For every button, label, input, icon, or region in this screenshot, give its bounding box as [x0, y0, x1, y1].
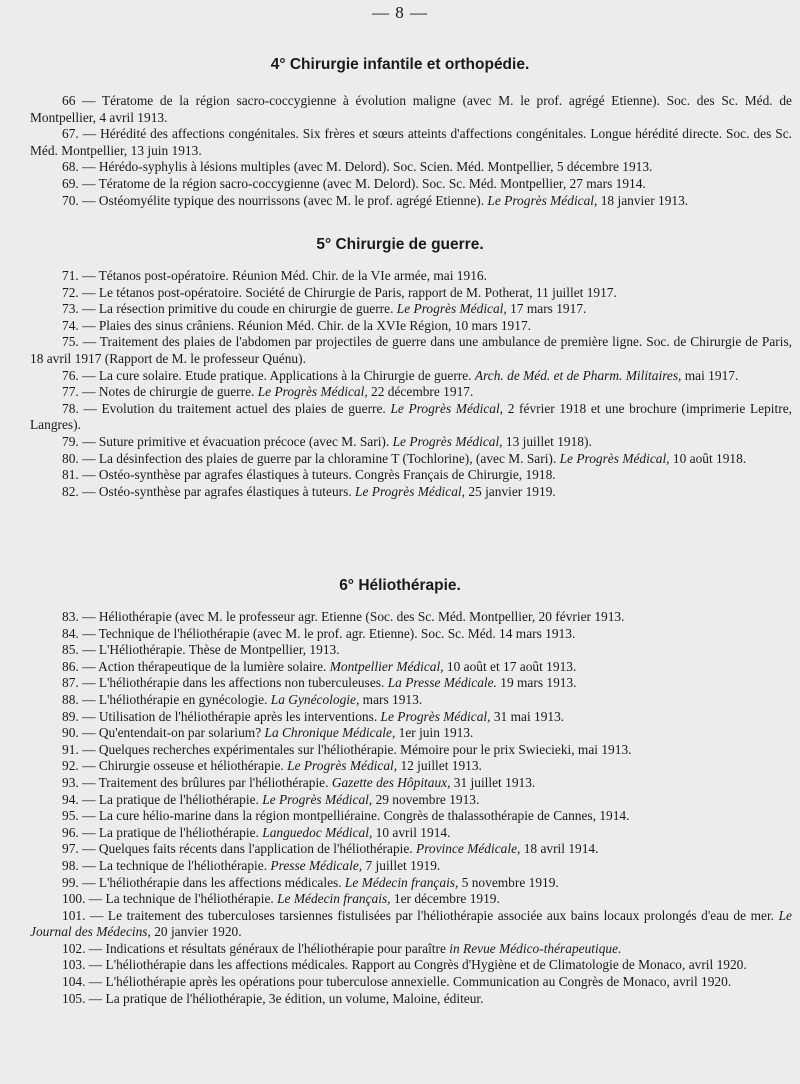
- entry-number: 91.: [62, 741, 79, 757]
- entry-number: 94.: [62, 791, 79, 807]
- entry-number: 95.: [62, 808, 79, 824]
- entry-journal: Languedoc Médical,: [262, 824, 373, 840]
- entry-text: — Evolution du traitement actuel des plaies de guerre.: [78, 400, 391, 416]
- entry-text: — L'Héliothérapie. Thèse de Montpellier, 1913.: [78, 642, 340, 658]
- entry-date: 1er décembre 1919.: [390, 891, 500, 907]
- entry-journal: Le Progrès Médical,: [392, 433, 503, 449]
- entry-text: — Quelques recherches expérimentales sur l'héliothérapie. Mémoire pour le prix Swiecieki, mai 1913.: [78, 741, 632, 757]
- entry-number: 79.: [62, 433, 79, 449]
- entry-journal: Le Progrès Médical,: [390, 400, 504, 416]
- bibliography-entry: [30, 825, 792, 842]
- bibliography-entry: [30, 725, 792, 742]
- entry-text: — Traitement des brûlures par l'héliothérapie.: [78, 774, 332, 790]
- entry-journal: Le Médecin français,: [277, 891, 391, 907]
- entry-number: 98.: [62, 857, 79, 873]
- bibliography-entry: [30, 434, 792, 451]
- bibliography-entry: [30, 808, 792, 825]
- bibliography-entry: [30, 368, 792, 385]
- entry-date: 1er juin 1913.: [395, 725, 474, 741]
- entry-number: 71.: [62, 268, 79, 283]
- entry-number: 87.: [62, 675, 79, 691]
- entry-date: mai 1917.: [681, 367, 739, 383]
- entry-text: — La résection primitive du coude en chirurgie de guerre.: [78, 301, 397, 317]
- entry-journal: Le Progrès Médical,: [257, 384, 368, 400]
- entry-text: — Tétanos post-opératoire. Réunion Méd. Chir. de la VIe armée, mai 1916.: [78, 268, 487, 283]
- entry-text: — La pratique de l'héliothérapie.: [78, 824, 263, 840]
- entry-date: 22 décembre 1917.: [367, 384, 474, 400]
- entry-number: 92.: [62, 758, 79, 774]
- entry-date: 10 avril 1914.: [372, 824, 451, 840]
- entry-journal: Arch. de Méd. et de Pharm. Militaires,: [474, 367, 682, 383]
- entry-number: 105.: [62, 990, 86, 1006]
- entry-text: — L'héliothérapie dans les affections médicales.: [78, 874, 345, 890]
- bibliography-entry: [30, 692, 792, 709]
- bibliography-entry: [30, 159, 792, 176]
- bibliography-entry: [30, 742, 792, 759]
- entry-journal: Le Progrès Médical,: [287, 758, 398, 774]
- entry-date: 31 mai 1913.: [490, 708, 565, 724]
- entry-number: 86.: [62, 658, 79, 674]
- entry-list: [30, 93, 792, 209]
- entry-number: 82.: [62, 483, 79, 499]
- bibliography-entry: [30, 268, 792, 285]
- entry-number: 74.: [62, 317, 79, 333]
- bibliography-entry: [30, 484, 792, 501]
- entry-date: mars 1913.: [359, 691, 423, 707]
- entry-date: 13 juillet 1918).: [502, 433, 592, 449]
- entry-number: 80.: [62, 450, 79, 466]
- entry-number: 68.: [62, 159, 79, 175]
- entry-number: 96.: [62, 824, 79, 840]
- entry-text: — Hérédité des affections congénitales. Six frères et sœurs atteints d'affections congénitales. Longue hérédité directe. Soc. des Sc. Méd. Montpellier, 13 juin 1913.: [30, 126, 792, 158]
- entry-text: — Utilisation de l'héliothérapie après les interventions.: [78, 708, 381, 724]
- entry-text: — Indications et résultats généraux de l'héliothérapie pour paraître: [85, 940, 450, 956]
- entry-number: 77.: [62, 384, 79, 400]
- entry-date: 17 mars 1917.: [506, 301, 587, 317]
- bibliography-entry: [30, 991, 792, 1008]
- entry-number: 90.: [62, 725, 79, 741]
- section-heading-heliotherapie: 6° Héliothérapie.: [339, 577, 461, 594]
- entry-journal: Province Médicale,: [416, 841, 521, 857]
- entry-text: — Tératome de la région sacro-coccygienne à évolution maligne (avec M. le prof. agrégé Etienne). Soc. des Sc. Méd. de Montpellier, 4 avril 1913.: [30, 93, 792, 125]
- entry-number: 73.: [62, 301, 79, 317]
- entry-text: — Qu'entendait-on par solarium?: [78, 725, 265, 741]
- entry-date: 7 juillet 1919.: [362, 857, 441, 873]
- entry-journal: La Chronique Médicale,: [264, 725, 396, 741]
- entry-text: — L'héliothérapie en gynécologie.: [78, 691, 271, 707]
- entry-text: — Notes de chirurgie de guerre.: [78, 384, 258, 400]
- entry-number: 102.: [62, 940, 86, 956]
- entry-journal: Le Journal des Médecins,: [30, 907, 792, 940]
- entry-journal: La Presse Médicale.: [387, 675, 497, 691]
- entry-text: — L'héliothérapie dans les affections non tuberculeuses.: [78, 675, 388, 691]
- entry-journal: Le Progrès Médical,: [559, 450, 670, 466]
- entry-date: 2 février 1918 et une brochure (imprimerie Lepitre, Langres).: [30, 400, 792, 433]
- entry-text: — La technique de l'héliothérapie.: [85, 891, 278, 907]
- entry-number: 70.: [62, 192, 79, 208]
- entry-text: — Tératome de la région sacro-coccygienne (avec M. Delord). Soc. Sc. Méd. Montpellier, 27 mars 1914.: [78, 175, 646, 191]
- bibliography-entry: [30, 401, 792, 434]
- entry-journal: Le Progrès Médical,: [396, 301, 507, 317]
- entry-date: 19 mars 1913.: [496, 675, 577, 691]
- entry-text: — L'héliothérapie après les opérations pour tuberculose annexielle. Communication au Congrès de Monaco, avril 1920.: [85, 974, 732, 990]
- entry-text: — La technique de l'héliothérapie.: [78, 857, 271, 873]
- entry-text: — Chirurgie osseuse et héliothérapie.: [78, 758, 288, 774]
- bibliography-entry: [30, 675, 792, 692]
- bibliography-entry: [30, 301, 792, 318]
- entry-journal: Le Médecin français,: [344, 874, 459, 890]
- bibliography-entry: [30, 467, 792, 484]
- entry-journal: La Gynécologie,: [270, 691, 360, 707]
- entry-text: — Technique de l'héliothérapie (avec M. le prof. agr. Etienne). Soc. Sc. Méd. 14 mars 1913.: [78, 625, 576, 641]
- entry-number: 85.: [62, 642, 79, 658]
- entry-text: — Traitement des plaies de l'abdomen par projectiles de guerre dans une ambulance de première ligne. Soc. de Chirurgie de Paris, 18 avril 1917 (Rapport de M. le professeur Quénu).: [30, 334, 792, 366]
- entry-number: 83.: [62, 609, 79, 624]
- entry-journal: Le Progrès Médical,: [262, 791, 373, 807]
- entry-number: 97.: [62, 841, 79, 857]
- entry-journal: Le Progrès Médical,: [380, 708, 491, 724]
- entry-number: 66: [62, 93, 76, 108]
- entry-date: 10 août 1918.: [669, 450, 747, 466]
- entry-number: 88.: [62, 691, 79, 707]
- bibliography-entry: [30, 875, 792, 892]
- entry-text: — La pratique de l'héliothérapie, 3e édition, un volume, Maloine, éditeur.: [85, 990, 484, 1006]
- entry-number: 81.: [62, 467, 79, 483]
- entry-list: [30, 609, 792, 1007]
- entry-number: 75.: [62, 334, 79, 350]
- entry-journal: Montpellier Médical,: [329, 658, 444, 674]
- entry-text: — La cure solaire. Etude pratique. Applications à la Chirurgie de guerre.: [78, 367, 475, 383]
- entry-number: 103.: [62, 957, 86, 973]
- bibliography-entry: [30, 659, 792, 676]
- section-heading-chirurgie-de-guerre: 5° Chirurgie de guerre.: [316, 236, 484, 253]
- bibliography-entry: [30, 193, 792, 210]
- bibliography-entry: [30, 758, 792, 775]
- entry-journal: Gazette des Hôpitaux,: [331, 774, 451, 790]
- bibliography-entry: [30, 974, 792, 991]
- bibliography-entry: [30, 384, 792, 401]
- entry-number: 104.: [62, 974, 86, 990]
- entry-text: — Plaies des sinus crâniens. Réunion Méd. Chir. de la XVIe Région, 10 mars 1917.: [78, 317, 531, 333]
- bibliography-entry: [30, 908, 792, 941]
- entry-date: 31 juillet 1913.: [450, 774, 536, 790]
- entry-text: — La pratique de l'héliothérapie.: [78, 791, 263, 807]
- bibliography-entry: [30, 957, 792, 974]
- entry-text: — Quelques faits récents dans l'application de l'héliothérapie.: [78, 841, 417, 857]
- bibliography-entry: [30, 709, 792, 726]
- entry-text: — La cure hélio-marine dans la région montpelliéraine. Congrès de thalassothérapie de Cannes, 1914.: [78, 808, 630, 824]
- bibliography-entry: [30, 609, 792, 626]
- entry-date: 10 août et 17 août 1913.: [443, 658, 577, 674]
- entry-number: 100.: [62, 891, 86, 907]
- page-number: — 8 —: [372, 3, 428, 22]
- entry-date: 29 novembre 1913.: [372, 791, 480, 807]
- entry-number: 101.: [62, 907, 86, 923]
- entry-number: 72.: [62, 284, 79, 300]
- entry-number: 67.: [62, 126, 79, 142]
- entry-text: — Ostéo-synthèse par agrafes élastiques à tuteurs.: [78, 483, 356, 499]
- entry-text: — La désinfection des plaies de guerre par la chloramine T (Tochlorine), (avec M. Sari).: [78, 450, 560, 466]
- bibliography-entry: [30, 775, 792, 792]
- section-heading-chirurgie-infantile: 4° Chirurgie infantile et orthopédie.: [270, 56, 530, 73]
- entry-date: 20 janvier 1920.: [150, 924, 242, 940]
- entry-journal: in Revue Médico-thérapeutique.: [449, 940, 622, 956]
- entry-text: — Ostéomyélite typique des nourrissons (avec M. le prof. agrégé Etienne).: [78, 192, 488, 208]
- bibliography-entry: [30, 126, 792, 159]
- bibliography-entry: [30, 176, 792, 193]
- entry-text: — L'héliothérapie dans les affections médicales. Rapport au Congrès d'Hygiène et de Climatologie de Monaco, avril 1920.: [85, 957, 747, 973]
- entry-journal: Le Progrès Médical,: [355, 483, 465, 499]
- bibliography-entry: [30, 451, 792, 468]
- entry-text: — Hérédo-syphylis à lésions multiples (avec M. Delord). Soc. Scien. Méd. Montpellier, 5 décembre 1913.: [78, 159, 653, 175]
- bibliography-entry: [30, 285, 792, 302]
- entry-date: 25 janvier 1919.: [465, 483, 556, 499]
- entry-text: — Héliothérapie (avec M. le professeur agr. Etienne (Soc. des Sc. Méd. Montpellier, 20 février 1913.: [78, 609, 625, 624]
- entry-number: 89.: [62, 708, 79, 724]
- bibliography-entry: [30, 626, 792, 643]
- bibliography-entry: [30, 792, 792, 809]
- bibliography-entry: [30, 318, 792, 335]
- entry-date: 5 novembre 1919.: [458, 874, 559, 890]
- bibliography-entry: [30, 841, 792, 858]
- entry-number: 99.: [62, 874, 79, 890]
- entry-number: 76.: [62, 367, 79, 383]
- entry-text: — Action thérapeutique de la lumière solaire.: [78, 658, 330, 674]
- entry-date: 18 janvier 1913.: [597, 192, 689, 208]
- entry-number: 78.: [62, 400, 79, 416]
- entry-journal: Le Progrès Médical,: [487, 192, 598, 208]
- entry-text: — Ostéo-synthèse par agrafes élastiques à tuteurs. Congrès Français de Chirurgie, 1918.: [78, 467, 556, 483]
- bibliography-entry: [30, 334, 792, 367]
- entry-list: [30, 268, 792, 500]
- entry-number: 69.: [62, 175, 79, 191]
- entry-text: — Le traitement des tuberculoses tarsiennes fistulisées par l'héliothérapie associée aux bains locaux prolongés d'eau de mer.: [85, 907, 779, 923]
- bibliography-entry: [30, 642, 792, 659]
- entry-number: 84.: [62, 625, 79, 641]
- bibliography-entry: [30, 941, 792, 958]
- bibliography-entry: [30, 858, 792, 875]
- entry-text: — Suture primitive et évacuation précoce (avec M. Sari).: [78, 433, 393, 449]
- bibliography-entry: [30, 891, 792, 908]
- bibliography-entry: [30, 93, 792, 126]
- entry-date: 12 juillet 1913.: [397, 758, 482, 774]
- entry-text: — Le tétanos post-opératoire. Société de Chirurgie de Paris, rapport de M. Potherat, 11 juillet 1917.: [78, 284, 617, 300]
- entry-date: 18 avril 1914.: [520, 841, 599, 857]
- entry-number: 93.: [62, 774, 79, 790]
- entry-journal: Presse Médicale,: [270, 857, 363, 873]
